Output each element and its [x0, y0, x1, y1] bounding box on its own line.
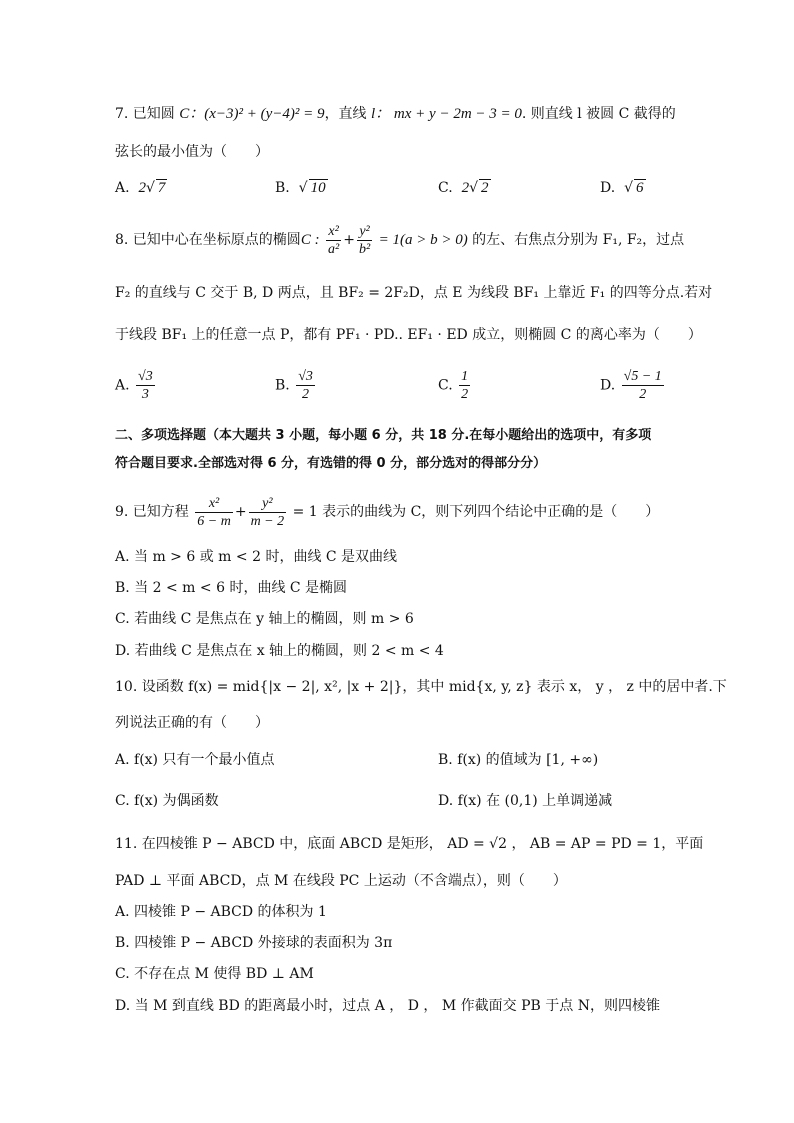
q10-option-c[interactable]: C. f(x) 为偶函数 — [115, 793, 219, 809]
q8-ellipse-label: C : — [300, 232, 320, 248]
q8-stem-line3: 于线段 BF₁ 上的任意一点 P，都有 PF₁ · PD.. EF₁ · ED 成立，则椭圆 C 的离心率为（ ） — [115, 327, 702, 343]
q7-prefix: 7. 已知圆 — [115, 106, 175, 122]
q8-frac-y: $\frac{\text{y²}}{\text{b²}}$ — [358, 223, 371, 257]
q11-option-b[interactable]: B. 四棱锥 P − ABCD 外接球的表面积为 3π — [115, 935, 393, 951]
q9-option-c[interactable]: C. 若曲线 C 是焦点在 y 轴上的椭圆，则 m > 6 — [115, 611, 414, 627]
q7-option-a[interactable] — [115, 178, 167, 198]
q10-option-a[interactable]: A. f(x) 只有一个最小值点 — [115, 752, 275, 768]
option-radicand: 10 — [310, 180, 326, 196]
q9-option-d[interactable]: D. 若曲线 C 是焦点在 x 轴上的椭圆，则 2 < m < 4 — [115, 643, 444, 659]
q9-option-a[interactable]: A. 当 m > 6 或 m < 2 时，曲线 C 是双曲线 — [115, 549, 398, 565]
option-fraction: $\frac{√5 - 1}{2}$ — [623, 369, 662, 402]
option-fraction: $\frac{1}{2}$ — [461, 369, 469, 402]
q9-plus: + — [234, 504, 247, 520]
q7-stem — [115, 104, 676, 124]
option-label: D. — [600, 180, 616, 196]
q9-option-b[interactable]: B. 当 2 < m < 6 时，曲线 C 是椭圆 — [115, 580, 348, 596]
radical-icon: √ — [145, 180, 155, 196]
q10-stem: 10. 设函数 f(x) = mid{|x − 2|, x², |x + 2|}，其中 mid{x, y, z} 表示 x， y ， z 中的居中者.下 — [115, 679, 727, 695]
q8-option-d[interactable] — [600, 368, 666, 403]
q7-option-d[interactable] — [600, 178, 646, 198]
section2-heading-line2: 符合题目要求.全部选对得 6 分，有选错的得 0 分，部分选对的得部分分） — [115, 456, 547, 471]
q7-stem-line2: 弦长的最小值为（ ） — [115, 144, 269, 160]
q8-option-a[interactable] — [115, 368, 157, 403]
radical-icon: √ — [469, 180, 478, 196]
option-fraction: $\frac{√3}{3}$ — [138, 369, 153, 402]
q7-suffix: . 则直线 l 被圆 C 截得的 — [521, 106, 676, 122]
option-coef: 2 — [461, 180, 470, 196]
q7-option-c[interactable] — [438, 178, 491, 198]
q8-stem-line2: F₂ 的直线与 C 交于 B, D 两点，且 BF₂ = 2F₂D，点 E 为线段 BF₁ 上靠近 F₁ 的四等分点.若对 — [115, 285, 713, 301]
option-label: A. — [115, 180, 130, 196]
option-label: B. — [275, 377, 290, 394]
option-label: D. — [600, 377, 616, 394]
option-fraction: $\frac{√3}{2}$ — [298, 369, 313, 402]
q8-frac-x: $\frac{\text{x²}}{\text{a²}}$ — [328, 223, 340, 257]
q8-prefix: 8. 已知中心在坐标原点的椭圆 — [115, 232, 301, 248]
option-radicand: 2 — [481, 180, 489, 196]
q9-frac-y: $\frac{\text{y²}}{m - 2}$ — [250, 495, 285, 529]
q8-stem — [115, 222, 684, 258]
q7-circle-eq: C：(x−3)² + (y−4)² = 9 — [179, 106, 325, 122]
option-radicand: 7 — [157, 180, 166, 196]
radical-icon: √ — [298, 180, 308, 196]
q10-option-d[interactable]: D. f(x) 在 (0,1) 上单调递减 — [438, 793, 613, 809]
option-label: B. — [275, 180, 290, 196]
q11-option-a[interactable]: A. 四棱锥 P − ABCD 的体积为 1 — [115, 904, 327, 920]
q9-suffix: = 1 表示的曲线为 C，则下列四个结论中正确的是（ ） — [292, 504, 660, 520]
q7-mid: ，直线 — [324, 106, 367, 122]
q9-prefix: 9. 已知方程 — [115, 504, 189, 520]
option-label: C. — [438, 180, 453, 196]
q8-option-b[interactable] — [275, 368, 317, 403]
q7-line-eq: l： mx + y − 2m − 3 = 0 — [371, 106, 522, 122]
q8-option-c[interactable] — [438, 368, 472, 403]
q11-option-c[interactable]: C. 不存在点 M 使得 BD ⊥ AM — [115, 966, 314, 982]
option-label: A. — [115, 377, 130, 394]
q7-option-b[interactable] — [275, 178, 328, 198]
q8-eq: = 1(a > b > 0) — [378, 232, 468, 248]
q11-stem: 11. 在四棱锥 P − ABCD 中，底面 ABCD 是矩形， AD = √2 ， AB = AP = PD = 1，平面 — [115, 836, 704, 852]
option-radicand: 6 — [636, 180, 644, 196]
q11-option-d[interactable]: D. 当 M 到直线 BD 的距离最小时，过点 A ， D ， M 作截面交 PB 于点 N，则四棱锥 — [115, 998, 660, 1014]
q8-suffix: 的左、右焦点分别为 F₁, F₂，过点 — [472, 232, 685, 248]
q10-option-b[interactable]: B. f(x) 的值域为 [1, +∞) — [438, 752, 599, 768]
option-label: C. — [438, 377, 453, 394]
section2-heading: 二、多项选择题（本大题共 3 小题，每小题 6 分，共 18 分.在每小题给出的选项中，有多项 — [115, 428, 652, 443]
radical-icon: √ — [624, 180, 634, 196]
q9-frac-x: $\frac{\text{x²}}{6 - m}$ — [197, 495, 231, 529]
option-coef: 2 — [138, 180, 146, 196]
q10-stem-line2: 列说法正确的有（ ） — [115, 715, 269, 731]
q8-plus: + — [343, 232, 355, 248]
q11-stem-line2: PAD ⊥ 平面 ABCD，点 M 在线段 PC 上运动（不含端点），则（ ） — [115, 873, 567, 889]
q9-stem — [115, 494, 659, 530]
